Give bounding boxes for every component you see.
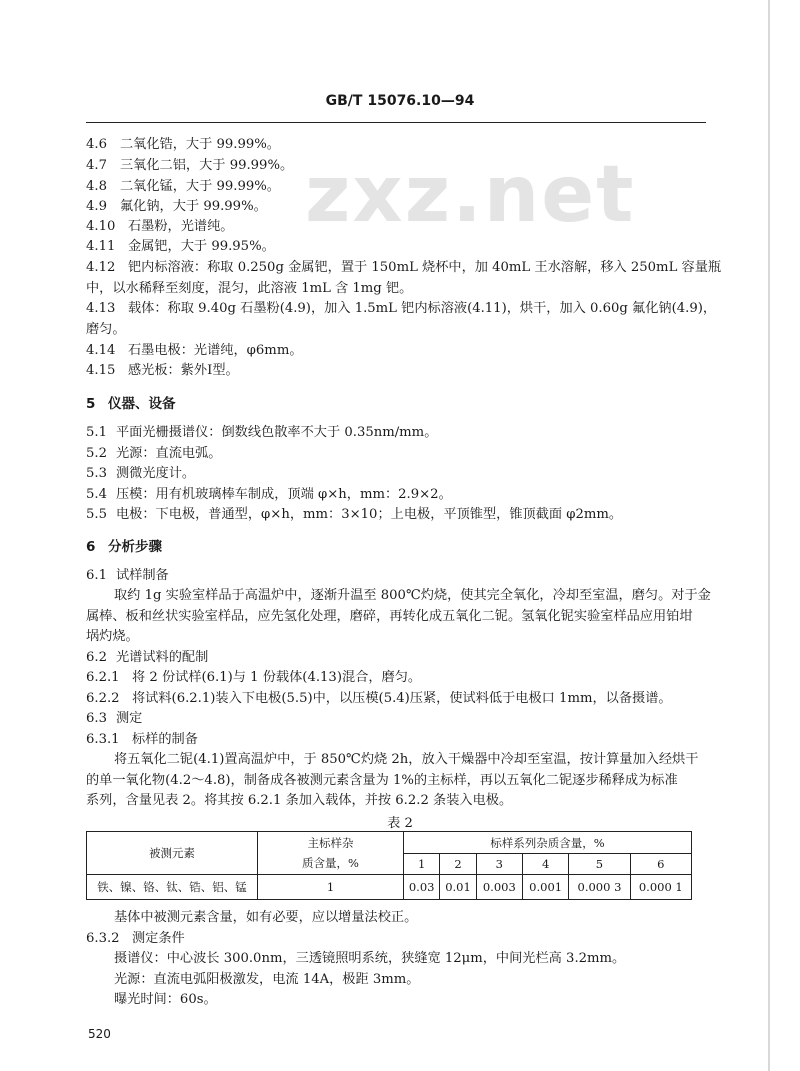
table-cell: 0.000 1 <box>630 875 691 900</box>
paragraph-6-3-1-line-3: 系列，含量见表 2。将其按 6.2.1 条加入载体，并按 6.2.2 条装入电极。 <box>86 793 513 808</box>
item-4-11: 4.11 金属钯，大于 99.95%。 <box>86 239 275 254</box>
item-4-12-cont: 中，以水稀释至刻度，混匀，此溶液 1mL 含 1mg 钯。 <box>86 281 413 296</box>
table-col-header: 3 <box>476 854 522 875</box>
item-5-3: 5.3 测微光度计。 <box>86 466 196 481</box>
paragraph-6-3-1-line-1: 将五氧化二铌(4.1)置高温炉中，于 850℃灼烧 2h，放入干燥器中冷却至室温，按计算量加入经烘干 <box>114 752 699 767</box>
section-5-heading: 5 仪器、设备 <box>86 396 176 412</box>
item-4-9: 4.9 氟化钠，大于 99.99%。 <box>86 199 267 214</box>
section-6-3-1-heading: 6.3.1 标样的制备 <box>86 732 198 747</box>
page-header: GB/T 15076.10—94 <box>325 93 475 109</box>
item-4-12: 4.12 钯内标溶液：称取 0.250g 金属钯，置于 150mL 烧杯中，加 40mL 王水溶解，移入 250mL 容量瓶 <box>86 260 722 275</box>
paragraph-6-1-line-2: 属棒、板和丝状实验室样品，应先氢化处理，磨碎，再转化成五氧化二铌。氢氧化铌实验室样品应用铂坩 <box>86 609 693 624</box>
section-6-2-heading: 6.2 光谱试料的配制 <box>86 650 209 665</box>
item-6-2-1: 6.2.1 将 2 份试样(6.1)与 1 份载体(4.13)混合，磨匀。 <box>86 670 422 685</box>
item-4-8: 4.8 二氧化锰，大于 99.99%。 <box>86 179 280 194</box>
item-5-4: 5.4 压模：用有机玻璃棒车制成，顶端 φ×h，mm：2.9×2。 <box>86 487 452 502</box>
item-4-7: 4.7 三氧化二铝，大于 99.99%。 <box>86 158 294 173</box>
header-rule <box>86 122 706 123</box>
section-6-3-2-heading: 6.3.2 测定条件 <box>86 931 185 946</box>
section-6-heading: 6 分析步骤 <box>86 539 162 555</box>
table-cell: 0.003 <box>476 875 522 900</box>
scan-edge-line <box>768 0 770 1071</box>
table-header-main: 主标样杂 质含量，% <box>258 832 404 875</box>
table-header-element: 被测元素 <box>87 832 258 875</box>
table-cell: 0.001 <box>522 875 568 900</box>
table-col-header: 6 <box>630 854 691 875</box>
page-number: 520 <box>88 1027 111 1041</box>
watermark: zxz.net <box>305 150 636 240</box>
table-note: 基体中被测元素含量，如有必要，应以增量法校正。 <box>114 910 418 925</box>
section-6-3-heading: 6.3 测定 <box>86 711 143 726</box>
section-6-1-heading: 6.1 试样制备 <box>86 568 169 583</box>
table-caption: 表 2 <box>387 816 413 831</box>
item-4-14: 4.14 石墨电极：光谱纯，φ6mm。 <box>86 343 303 358</box>
item-5-1: 5.1 平面光栅摄谱仪：倒数线色散率不大于 0.35nm/mm。 <box>86 425 438 440</box>
item-4-13-cont: 磨匀。 <box>86 322 126 337</box>
table-col-header: 1 <box>404 854 440 875</box>
item-5-5: 5.5 电极：下电极，普通型，φ×h，mm：3×10；上电极，平顶锥型，锥顶截面 φ2mm。 <box>86 507 623 522</box>
table-col-header: 4 <box>522 854 568 875</box>
table-col-header: 2 <box>440 854 476 875</box>
condition-light-source: 光源：直流电弧阳极激发，电流 14A，极距 3mm。 <box>114 972 420 987</box>
item-4-15: 4.15 感光板：紫外Ⅰ型。 <box>86 363 239 378</box>
table-row <box>87 875 692 900</box>
table-col-header: 5 <box>569 854 630 875</box>
item-4-13: 4.13 载体：称取 9.40g 石墨粉(4.9)，加入 1.5mL 钯内标溶液(4.11)，烘干，加入 0.60g 氟化钠(4.9)， <box>86 301 717 316</box>
table-cell: 0.03 <box>404 875 440 900</box>
table-cell: 0.01 <box>440 875 476 900</box>
item-4-6: 4.6 二氧化锆，大于 99.99%。 <box>86 137 280 152</box>
item-6-2-2: 6.2.2 将试料(6.2.1)装入下电极(5.5)中，以压模(5.4)压紧，使试料低于电极口 1mm，以备摄谱。 <box>86 691 672 706</box>
condition-spectrograph: 摄谱仪：中心波长 300.0nm，三透镜照明系统，狭缝宽 12μm，中间光栏高 3.2mm。 <box>114 951 626 966</box>
table-2 <box>86 831 692 900</box>
table-header-group: 标样系列杂质含量，% <box>404 832 692 854</box>
paragraph-6-1-line-3: 埚灼烧。 <box>86 629 139 644</box>
paragraph-6-3-1-line-2: 的单一氧化物(4.2～4.8)，制备成各被测元素含量为 1%的主标样，再以五氧化二铌逐步稀释成为标准 <box>86 773 678 788</box>
condition-exposure: 曝光时间：60s。 <box>114 992 217 1007</box>
table-cell-element: 铁、镍、铬、钛、锆、铝、锰 <box>87 875 258 900</box>
table-cell: 0.000 3 <box>569 875 630 900</box>
paragraph-6-1-line-1: 取约 1g 实验室样品于高温炉中，逐渐升温至 800℃灼烧，使其完全氧化，冷却至室温，磨匀。对于金 <box>114 588 711 603</box>
table-cell-main: 1 <box>258 875 404 900</box>
item-4-10: 4.10 石墨粉，光谱纯。 <box>86 219 234 234</box>
item-5-2: 5.2 光源：直流电弧。 <box>86 446 222 461</box>
